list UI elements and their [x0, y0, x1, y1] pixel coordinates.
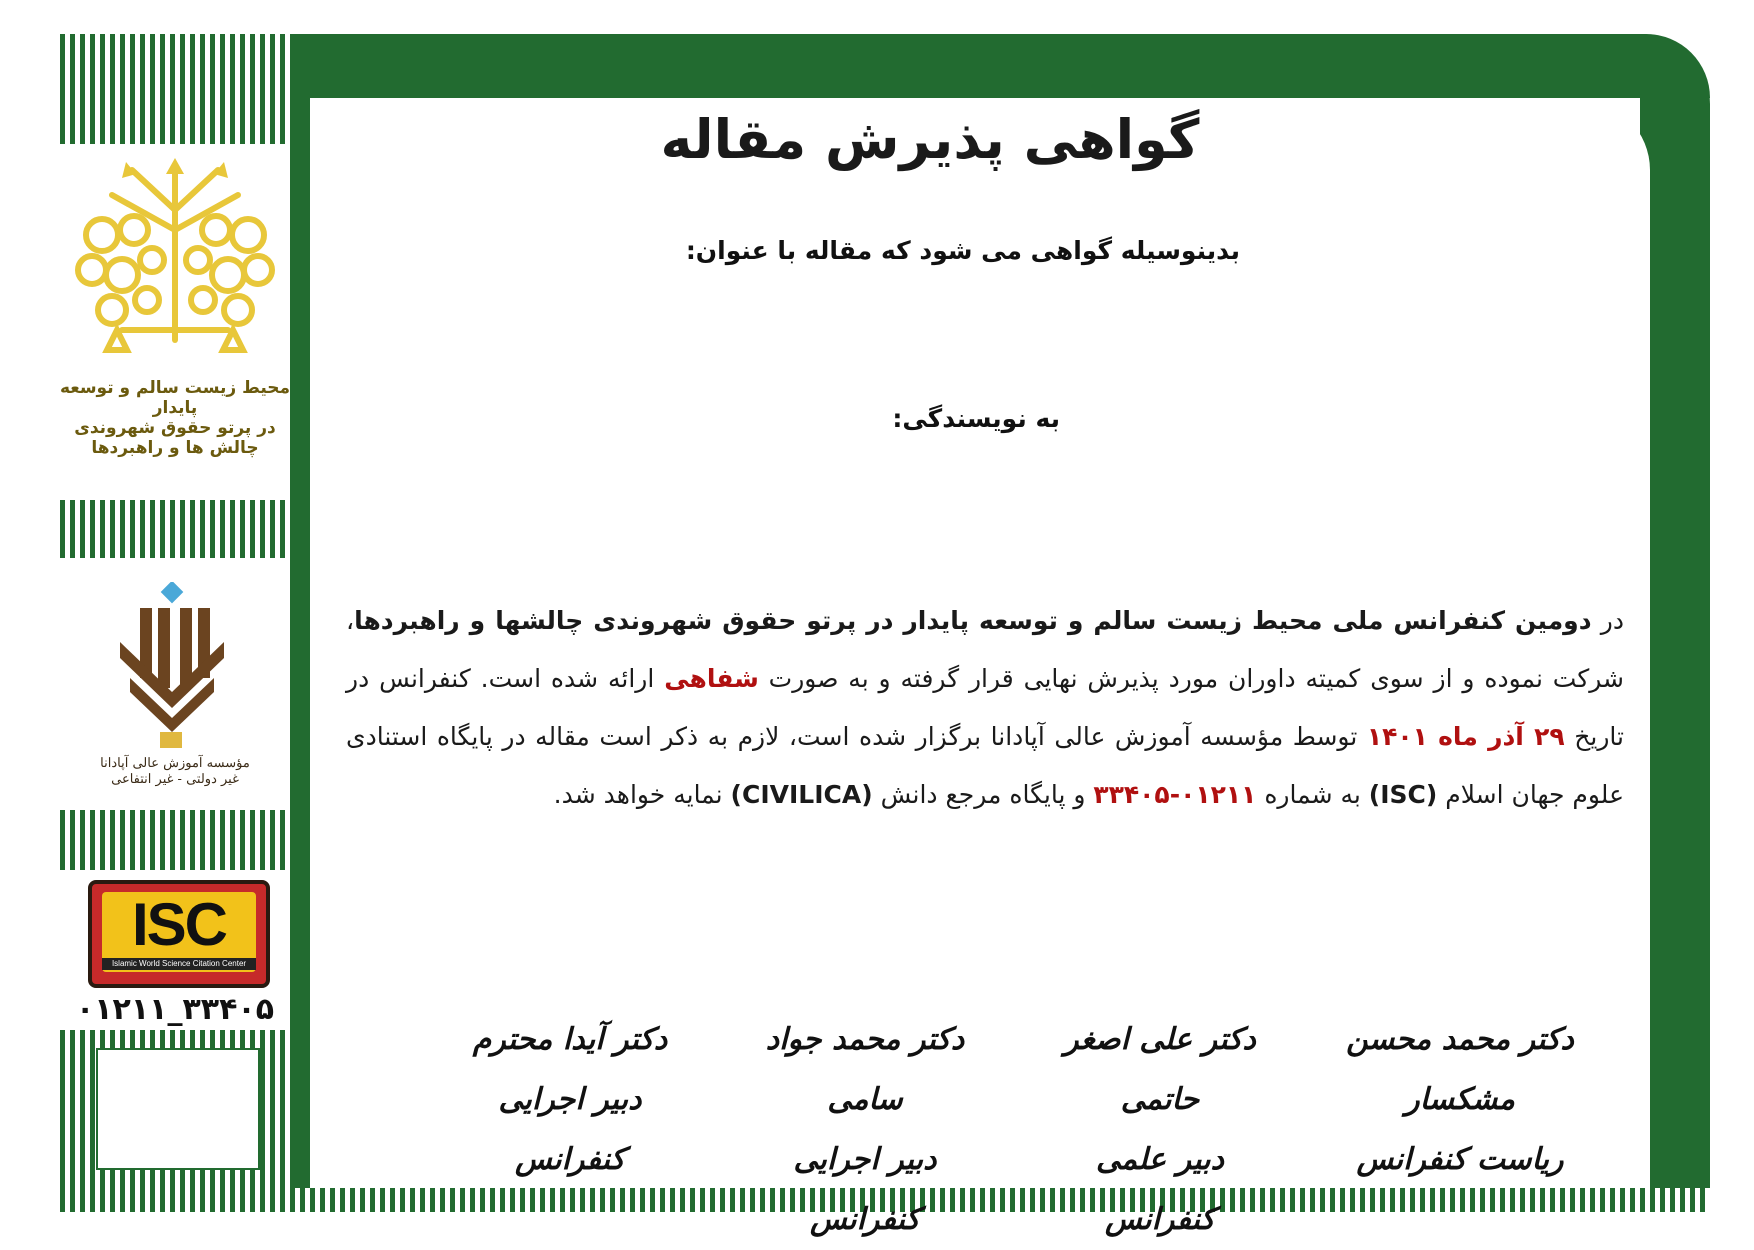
signature-role: دبیر اجرایی کنفرانس: [498, 1082, 642, 1177]
body-text-5: به شماره: [1264, 780, 1361, 809]
frame-top-border: [290, 34, 1710, 98]
conference-logo-line-3: چالش ها و راهبردها: [91, 438, 259, 458]
isc-logo-subtitle: Islamic World Science Citation Center: [102, 958, 256, 970]
conference-date: ۲۹ آذر ماه ۱۴۰۱: [1366, 722, 1565, 751]
institute-type: غیر دولتی - غیر انتفاعی: [111, 772, 239, 787]
bottom-stripes: [290, 1188, 1710, 1212]
conference-name: دومین کنفرانس ملی محیط زیست سالم و توسعه پایدار در پرتو حقوق شهروندی چالشها و راهبردها: [354, 606, 1592, 635]
sidebar-stripes-top: [60, 34, 290, 144]
signature-role: دبیر علمی کنفرانس: [1096, 1142, 1224, 1237]
conference-logo-line-1: محیط زیست سالم و توسعه پایدار: [59, 378, 291, 418]
frame-left-border: [290, 34, 310, 1212]
presentation-type: شفاهی: [664, 664, 759, 693]
conference-logo-text: [54, 378, 296, 458]
signature-role: دبیر اجرایی کنفرانس: [793, 1142, 937, 1237]
isc-logo: [88, 880, 270, 988]
certificate-body: [346, 592, 1624, 824]
intro-text: بدینوسیله گواهی می شود که مقاله با عنوان:: [685, 236, 1240, 265]
signature-scientific-secretary: [1040, 1010, 1280, 1250]
frame-right-border: [1640, 34, 1710, 1212]
sidebar-blank-box: [96, 1048, 260, 1170]
conference-logo-line-2: در پرتو حقوق شهروندی: [74, 418, 276, 438]
body-text-2: ، شرکت نموده و از سوی کمیته داوران مورد پذیرش نهایی قرار گرفته و به صورت: [346, 606, 1624, 693]
body-text-6: و پایگاه مرجع دانش: [880, 780, 1086, 809]
signature-name: دکتر محمد محسن مشکسار: [1346, 1022, 1574, 1117]
sidebar-stripes-lower: [60, 810, 290, 870]
signature-executive-secretary-2: [450, 1010, 690, 1190]
signature-name: دکتر محمد جواد سامی: [765, 1022, 965, 1117]
sidebar-stripes-middle: [60, 500, 290, 558]
isc-abbr: (ISC): [1368, 780, 1438, 809]
signature-executive-secretary-1: [745, 1010, 985, 1250]
signature-role: ریاست کنفرانس: [1356, 1142, 1564, 1177]
apadana-institute-logo: [110, 582, 240, 752]
certificate-title: گواهی پذیرش مقاله: [660, 108, 1200, 171]
institute-name: مؤسسه آموزش عالی آپادانا: [100, 756, 250, 771]
body-text-1: در: [1600, 606, 1624, 635]
authors-label: به نویسندگی:: [892, 404, 1060, 433]
apadana-caption: [80, 756, 270, 788]
signature-name: دکتر علی اصغر حاتمی: [1064, 1022, 1256, 1117]
signature-chair: [1340, 1010, 1580, 1190]
body-text-4: توسط مؤسسه آموزش عالی آپادانا برگزار شده است، لازم به ذکر است مقاله در پایگاه استنادی علوم جهان اسلام: [346, 722, 1624, 809]
body-text-3: ارائه شده است. کنفرانس در تاریخ: [346, 664, 1624, 751]
isc-number: ۰۱۲۱۱_۳۳۴۰۵: [75, 992, 275, 1027]
isc-code: ۰۱۲۱۱-۳۳۴۰۵: [1093, 780, 1257, 809]
isc-logo-text: ISC: [131, 891, 227, 958]
signature-name: دکتر آیدا محترم: [472, 1022, 668, 1057]
body-text-7: نمایه خواهد شد.: [553, 780, 723, 809]
civilica-abbr: (CIVILICA): [730, 780, 873, 809]
